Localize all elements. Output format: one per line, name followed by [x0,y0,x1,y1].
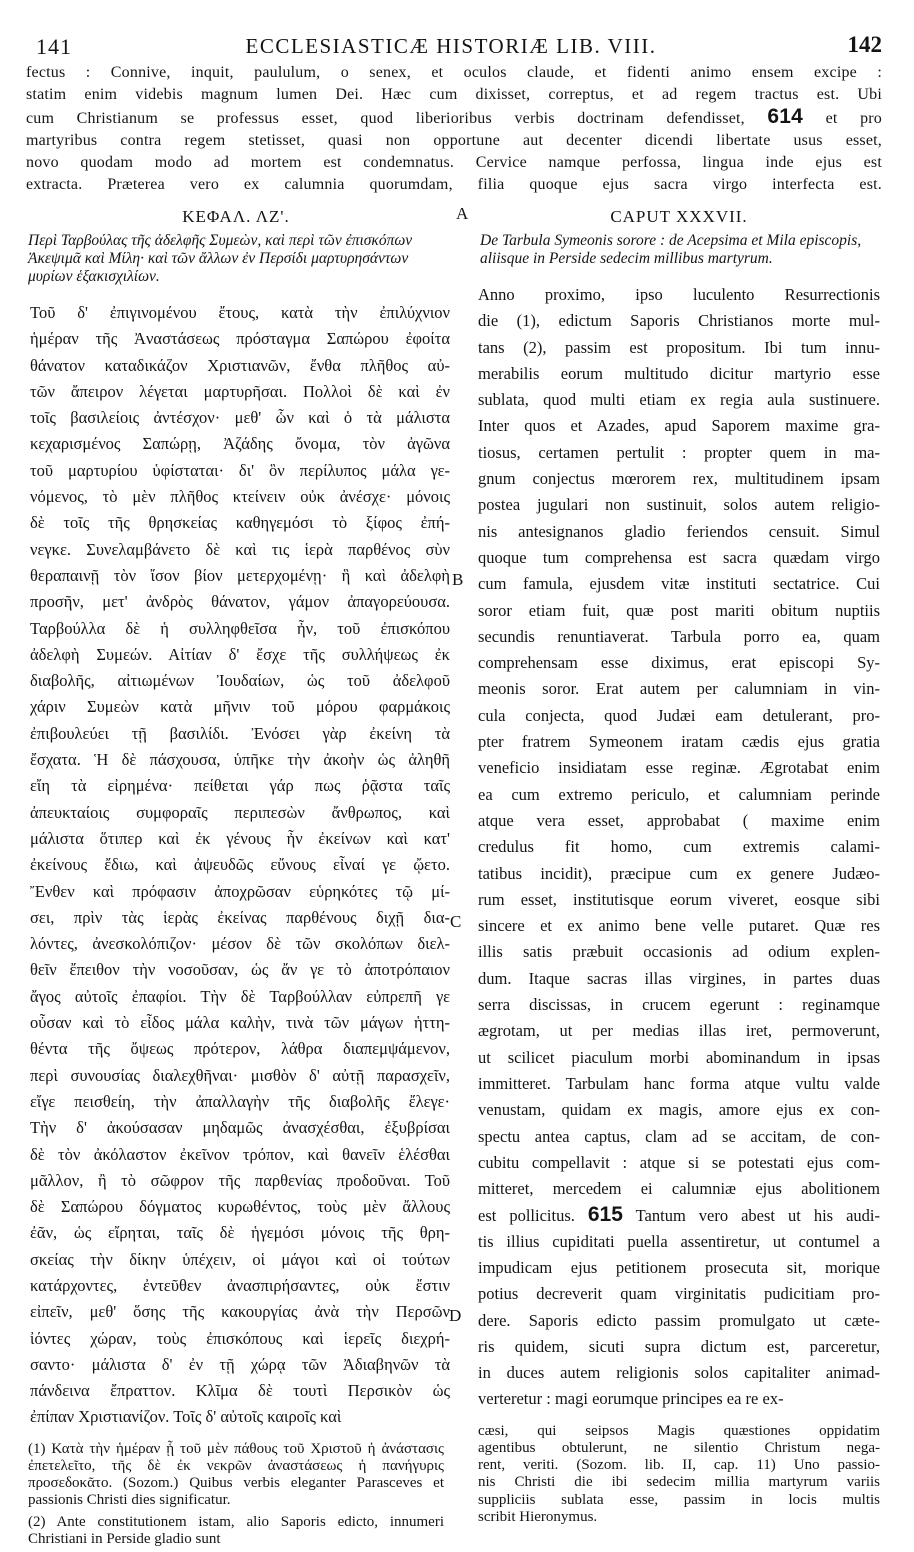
margin-letter-c: C [450,912,462,931]
text-line: περὶ συνουσίας διαλεχθῆναι· μισθὸν δ' αὐτῇ παρασχεῖν, [30,1065,450,1085]
text-line: προσῆν, μετ' ἀνδρὸς θάνατον, γάμον ἀπαγορεύουσα. [30,592,450,612]
running-head [20,34,882,62]
text-line: εἰπεῖν, μεθ' ὅσης τῆς κακουργίας ἀνὰ τὴν Περσῶν [30,1302,450,1322]
text-line: χάριν Συμεὼν κατὰ μῆνιν τοῦ μόρου φαρμάκοις [30,697,450,717]
greek-footnotes [22,1441,450,1548]
margin-letter-a: A [456,204,469,223]
text-line: σει, πρὶν τὰς ἱερὰς ἐκείνας παρθένους διχῇ δια- [30,907,450,927]
latin-footnote-continuation [478,1423,880,1526]
text-line: τῶν ἄπειρον λέγεται μαρτυρῆσαι. Πολλοὶ δὲ καὶ ἐν [30,381,450,401]
text-line: θεραπαινῇ τὸν ἴσον βίον μετερχομένῃ· ἣ καὶ ἀδελφὴ [30,565,450,585]
greek-chapter-summary: Περὶ Ταρβούλας τῆς ἀδελφῆς Συμεὼν, καὶ περὶ τῶν ἐπισκόπων Ἀκεψιμᾶ καὶ Μίλη· καὶ τῶν ἄλλων ἐν Περσίδι μαρτυρησάντων μυρίων ἑξακισχιλίων. [28,232,413,285]
text-line: ἔσχατα. Ἡ δὲ πάσχουσα, ὑπῆκε τὴν ἀκοὴν ὡς ἀληθῆ [30,750,450,770]
text-line: δὲ Σαπώρου δόγματος κυρωθέντος, τοὺς μὲν ἄλλους [30,1197,450,1217]
text-line: cubitu compellavit : atque si se potestati ejus com- [478,1152,880,1172]
text-line-part: est pollicitus. [478,1206,575,1226]
text-line: dum. Itaque sacras illas virgines, in partes duas [478,968,880,988]
column-marker-614: 614 [767,105,804,128]
text-line: νεγκε. Συνελαμβάνετο δὲ καὶ τις ἱερὰ παρθένος σὺν [30,539,450,559]
text-line: venustam, quidam ex magis, amore ejus ex con- [478,1100,880,1120]
page-number-left: 141 [36,34,72,59]
text-line: ἄγος αὐτοῖς ἐπαφίοι. Τὴν δὲ Ταρβούλλαν εὐπρεπῆ γε [30,986,450,1006]
text-line: die (1), edictum Saporis Christianos morte mul- [478,311,880,331]
running-head-title: ECCLESIASTICÆ HISTORIÆ LIB. VIII. [245,34,657,58]
text-line: δὲ τοῖς τῆς θρησκείας καθηγεμόσι τὸ ξίφος ἐπή- [30,513,450,533]
text-line: secundis renuntiaverat. Tarbula porro ea, quam [478,626,880,646]
text-line: μάλιστα ὅτιπερ καὶ ἐκ γένους ἦν ἐκείνων καὶ κατ' [30,828,450,848]
text-line: tiosus, certamen pertulit : propter quem in ma- [478,442,880,462]
text-line: ægrotam, ut per medias illas iret, permoverunt, [478,1021,880,1041]
text-line: tans (2), passim est propositum. Ibi tum innu- [478,337,880,357]
greek-chapter-heading: ΚΕΦΑΛ. ΛΖ'. [182,207,290,226]
text-line: Anno proximo, ipso luculento Resurrectionis [478,285,880,304]
text-line: πάνδεινα ἔπραττον. Κλῖμα δὲ τουτὶ Περσικὸν ὡς [30,1381,450,1401]
text-line: σαντο· μάλιστα δ' ἐν τῇ χώρᾳ τῶν Ἀδιαβηνῶν τὰ [30,1354,450,1374]
footnote-line: agentibus obtulerunt, ne silentio Christum nega- [478,1439,880,1456]
latin-body-text [478,282,880,1413]
text-line: statim enim videbis magnum lumen Dei. Hæc cum dixisset, correptus, et ad regem tractus est. Ubi [26,86,882,103]
text-line: sincere et ex animo bene velle putaret. Quæ res [478,916,880,936]
text-line: nis antesignanos gladio feriendos censuit. Simul [478,521,880,541]
text-line: Τὴν δ' ἀκούσασαν μηδαμῶς ἀνασχέσθαι, ἐξυβρίσαι [30,1118,450,1138]
text-line: Inter quos et Azades, apud Saporem maxime gra- [478,416,880,436]
text-line: postea jugulari non sustinuit, solos autem religio- [478,495,880,515]
text-line: εἴγε πεισθείη, τὴν ἀπαλλαγὴν τῆς διαβολῆς ἔλεγε· [30,1091,450,1111]
text-line: ἀπευκταίοις συμφοραῖς περιπεσὼν ἄνθρωπος, καὶ [30,802,450,822]
text-line [478,1202,880,1228]
text-line: ἀδελφὴ Συμεών. Αἰτίαν δ' ἔσχε τῆς συλλήψεως ἐκ [30,644,450,664]
text-line [26,106,882,130]
full-width-latin-paragraph [26,62,882,196]
text-line-part: et pro [825,110,883,127]
text-line: ea cum extremo periculo, et calumniam perinde [478,784,880,804]
text-line: ἐκείνους ἔδιω, καὶ ἀψευδῶς εὔνους εἶναί γε ᾤετο. [30,855,450,875]
text-line: τοῖς βασιλείοις ἀντέσχον· μεθ' ὧν καὶ ὁ τὰ μάλιστα [30,408,450,428]
footnote-1: (1) Κατὰ τὴν ἡμέραν ᾗ τοῦ μὲν πάθους τοῦ Χριστοῦ ἡ ἀνάστασις ἐπετελεῖτο, τῆς δὲ ἐκ νεκρῶν ἀναστάσεως ἡ πανήγυρις προσεδοκᾶτο. (Sozom.) Quibus verbis eleganter Parasceves et passionis Christi dies significatur. [28,1440,444,1509]
text-line: ἐπίπαν Χριστιανίζον. Τοῖς δ' αὐτοῖς καιροῖς καὶ [30,1407,342,1427]
text-line: quoque tum comprehensa est sacra quædam virgo [478,547,880,567]
margin-letter-d: D [449,1306,462,1325]
text-line: dere. Saporis edicto passim promulgato ut cæte- [478,1310,880,1330]
text-line: μᾶλλον, ἢ τὸ σῶφρον τῆς παρθενίας προδοῦναι. Τοῦ [30,1170,450,1190]
latin-column [478,204,880,1526]
text-line: δὲ τὸν ἀκόλαστον ἐκεῖνον τρόπον, καὶ θανεῖν ἑλέσθαι [30,1144,450,1164]
text-line: ris quidem, sicuti supra dictum est, parceretur, [478,1336,880,1356]
text-line: immitteret. Tarbulam hanc forma atque vultu valde [478,1073,880,1093]
text-line: impudicam ejus petitionem prosecuta sit, morique [478,1257,880,1277]
text-line: σκείας τὴν δίκην ὑπέχειν, οἱ μάγοι καὶ οἱ τούτων [30,1249,450,1269]
text-line: fectus : Connive, inquit, paululum, o senex, et oculos claude, et fidenti animo ensem excipe : [26,64,882,81]
footnote-2: (2) Ante constitutionem istam, alio Saporis edicto, innumeri Christiani in Perside gladio sunt [28,1513,444,1547]
text-line: ut scilicet piaculum morbi abominandum in ipsas [478,1047,880,1067]
text-line-part: Tantum vero abest ut his audi- [635,1206,880,1226]
text-line: rum esset, institutisque eorum viveret, eosque sibi [478,889,880,909]
text-line: in duces autem religionis solos capitaliter animad- [478,1363,880,1383]
text-line: διαβολῆς, αἰτιωμένων Ἰουδαίων, ὡς τοῦ ἀδελφοῦ [30,671,450,691]
text-line: potius decreverit quam virginitatis pudicitiam pro- [478,1284,880,1304]
text-line: tatibus incidit), præcipue cum ex genere Judæo- [478,863,880,883]
text-line: spectu antea captus, clam ad se accitam, de con- [478,1126,880,1146]
greek-body-text [22,300,450,1431]
footnote-line: suppliciis sublata esse, passim in locis multis [478,1491,880,1508]
text-line: soror etiam fuit, quæ post mariti obitum nuptiis [478,600,880,620]
text-line: tis illius cupiditati puella assentiretur, ut contumel a [478,1231,880,1251]
text-line: gnum conjectus mœrorem rex, multitudinem ipsam [478,469,880,489]
column-marker-615: 615 [587,1203,623,1227]
text-line: novo quodam modo ad mortem est condemnatus. Cervice namque perfossa, lingua inde ejus est [26,154,882,171]
text-line: ἰόντες χώραν, τοὺς ἐπισκόπους καὶ ἱερεῖς διεχρή- [30,1328,450,1348]
text-line-part: cum Christianum se professus esset, quod liberioribus verbis doctrinam defendisset, [26,110,745,127]
text-line: martyribus contra regem stetisset, quasi non opportune aut decenter dicendi libertate usus esset, [26,132,882,149]
text-line: credulus fit homo, cum extremis calami- [478,837,880,857]
text-line: λόντες, ἀνεσκολόπιζον· μέσον δὲ τῶν σκολόπων διελ- [30,934,450,954]
footnote-line: cæsi, qui seipsos Magis quæstiones oppidatim [478,1422,880,1439]
text-line: θέντα τῆς ὄψεως πρότερον, λάθρα διαπεμψάμενον, [30,1039,450,1059]
text-line: verteretur : magi eorumque principes ea re ex- [478,1389,784,1409]
text-line: κεχαρισμένος Σαπώρῃ, Ἀζάδης ὄνομα, τὸν ἀγῶνα [30,434,450,454]
text-line: ἡμέραν τῆς Ἀναστάσεως πρόσταγμα Σαπώρου ἐφοίτα [30,329,450,349]
text-line: sublata, quod multi etiam ex regia aula sustinuere. [478,390,880,410]
text-line: Ταρβούλλα δὲ ἡ συλληφθεῖσα ἦν, τοῦ ἐπισκόπου [30,618,450,638]
footnote-line: scribit Hieronymus. [478,1508,598,1525]
text-line: Ἔνθεν καὶ πρόφασιν ἀποχρῶσαν εὑρηκότες τῷ μί- [30,881,450,901]
text-line: θεῖν ἔπειθον τὴν νοσοῦσαν, ὡς ἄν γε τὸ ἀποτρόπαιον [30,960,450,980]
text-line: τοῦ μαρτυρίου ὑφίσταται· δι' ὃν περίλυπος μάλα γε- [30,460,450,480]
text-line: illis satis præbuit occasionis ad odium explen- [478,942,880,962]
text-line: serra discissas, in crucem egerunt : reginamque [478,995,880,1015]
latin-chapter-heading: CAPUT XXXVII. [610,207,748,226]
text-line: cum famula, ejusdem vitæ instituti sectatrice. Cui [478,574,880,594]
latin-chapter-summary: De Tarbula Symeonis sorore : de Acepsima et Mila episcopis, aliisque in Perside sedecim millibus martyrum. [480,232,862,267]
text-line: ἐᾶν, ὡς εἴρηται, ταῖς δὲ ἡγεμόσι μόνοις τῆς θρη- [30,1223,450,1243]
footnote-line: nis Christi die ibi sedecim millia martyrum variis [478,1474,880,1491]
text-line: ἐπιβουλεύει τῇ βασιλίδι. Ἐνόσει γὰρ ἐκείνη τὰ [30,723,450,743]
text-line: νόμενος, τὸ μὲν πλῆθος κτείνειν οὐκ ἀνέσχε· μόνοις [30,487,450,507]
text-line: θάνατον καταδικάζον Χριστιανῶν, ἔνθα πλῆθος αὐ- [30,355,450,375]
text-line: κατάρχοντες, ἐντεῦθεν ἀνασπιρήσαντες, οὐκ ἔστιν [30,1275,450,1295]
text-line: pter fratrem Symeonem iratam cædis ejus gratia [478,732,880,752]
greek-column [22,204,450,1552]
text-line: Τοῦ δ' ἐπιγινομένου ἔτους, κατὰ τὴν ἐπιλύχνιον [30,303,450,322]
text-line: atque vera esset, approbabat ( maxime enim [478,810,880,830]
page-number-right: 142 [847,32,882,57]
footnote-line: rent, veriti. (Sozom. lib. II, cap. 11) Uno passio- [478,1457,880,1474]
text-line: comprehensam esse diximus, erat episcopi Sy- [478,653,880,673]
text-line: merabilis eorum multitudo dicitur martyrio esse [478,363,880,383]
text-line: cula conjecta, quod Judæi eam detulerant, pro- [478,705,880,725]
text-line: εἴη τὰ εἰρημένα· πείθεται γάρ πως ῥᾷστα ταῖς [30,776,450,796]
text-line: meonis soror. Erat autem per calumniam in vin- [478,679,880,699]
text-line: extracta. Præterea vero ex calumnia quorumdam, filia quoque ejus sacra virgo interfecta est. [26,176,882,193]
text-line: veneficio insidiatam esse reginæ. Ægrotabat enim [478,758,880,778]
margin-letter-b: B [452,570,464,589]
text-line: οὖσαν καὶ τὸ εἶδος μάλα καλὴν, τινὰ τῶν μάγων ἡττη- [30,1013,450,1033]
text-line: mitteret, mercedem ei calumniæ ejus abolitionem [478,1179,880,1199]
